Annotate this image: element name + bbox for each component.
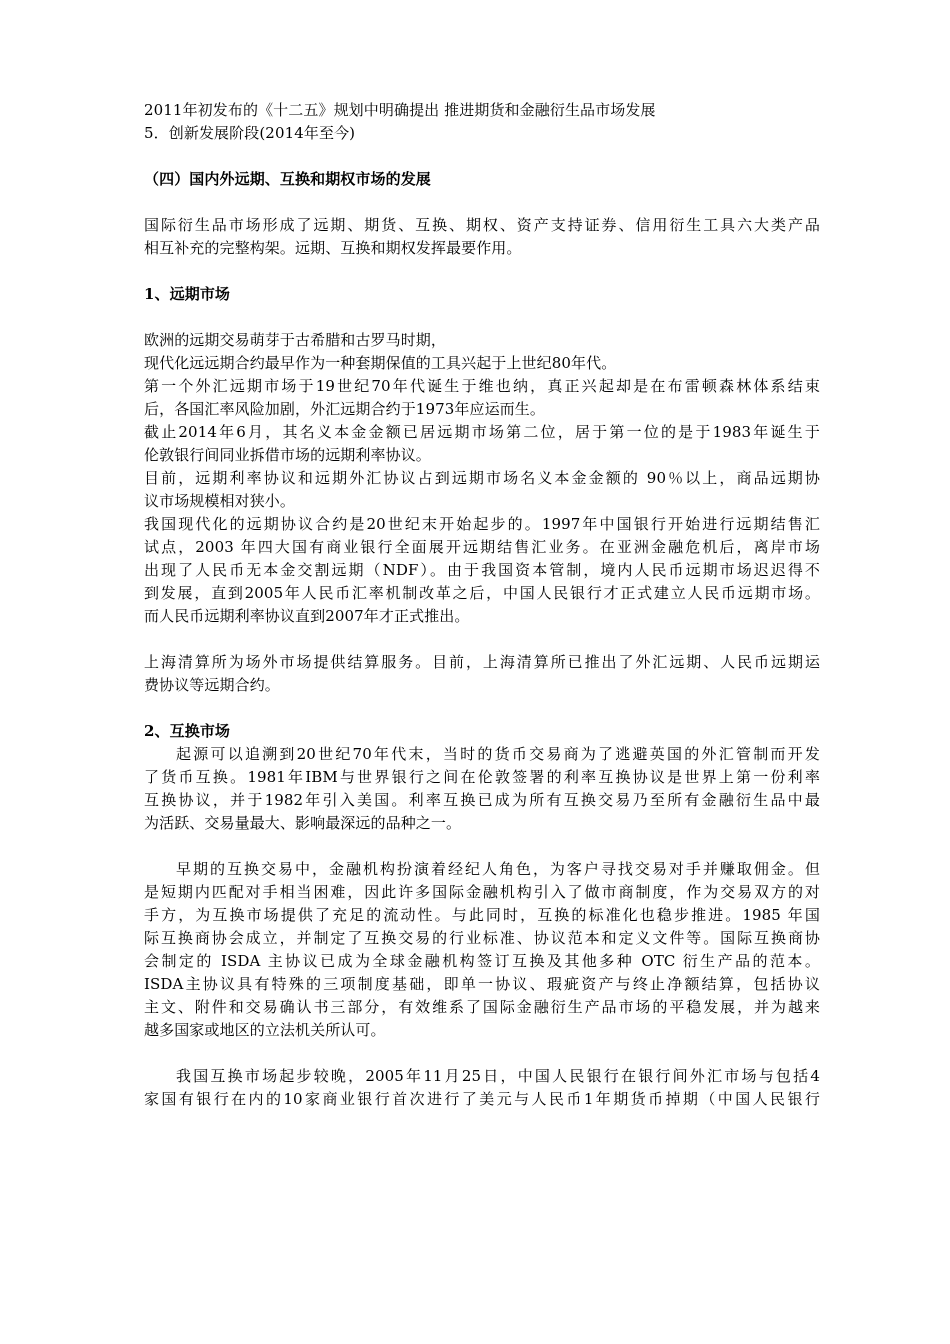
- text-line: 相互补充的完整构架。远期、互换和期权发挥最要作用。: [144, 239, 522, 257]
- text-line: 后，各国汇率风险加剧，外汇远期合约于1973年应运而生。: [144, 400, 545, 418]
- text-line: 费协议等远期合约。: [144, 676, 280, 694]
- text-line: 越多国家或地区的立法机关所认可。: [144, 1021, 386, 1039]
- paragraph-gap: [144, 628, 820, 651]
- text-line: 互换协议，并于1982年引入美国。利率互换已成为所有互换交易乃至所有金融衍生品中最: [144, 791, 820, 809]
- text-line: ISDA主协议具有特殊的三项制度基础，即单一协议、瑕疵资产与终止净额结算，包括协议: [144, 975, 820, 993]
- paragraph-gap: [144, 697, 820, 720]
- text-line: 出现了人民币无本金交割远期（NDF）。由于我国资本管制，境内人民币远期市场迟迟得不: [144, 561, 820, 579]
- paragraph-first-line: 起源可以追溯到20世纪70年代末，当时的货币交易商为了逃避英国的外汇管制而开发: [176, 745, 820, 763]
- text-line: 第一个外汇远期市场于19世纪70年代诞生于维也纳，真正兴起却是在布雷顿森林体系结束: [144, 377, 820, 395]
- text-line: 伦敦银行间同业拆借市场的远期利率协议。: [144, 446, 431, 464]
- text-line: 际互换商协会成立，并制定了互换交易的行业标准、协议范本和定义文件等。国际互换商协: [144, 929, 820, 947]
- text-line: 议市场规模相对狭小。: [144, 492, 296, 510]
- text-line: 试点，2003 年四大国有商业银行全面展开远期结售汇业务。在亚洲金融危机后，离岸市场: [144, 538, 820, 556]
- paragraph-gap: [144, 260, 820, 283]
- section-heading: 2、互换市场: [144, 722, 231, 740]
- text-line: 家国有银行在内的10家商业银行首次进行了美元与人民币1年期货币掉期（中国人民银行: [144, 1090, 820, 1108]
- text-line: 现代化远远期合约最早作为一种套期保值的工具兴起于上世纪80年代。: [144, 354, 617, 372]
- paragraph-gap: [144, 145, 820, 168]
- text-line: 截止2014年6月，其名义本金金额已居远期市场第二位，居于第一位的是于1983年诞生于: [144, 423, 820, 441]
- text-line: 上海清算所为场外市场提供结算服务。目前，上海清算所已推出了外汇远期、人民币远期运: [144, 653, 820, 671]
- section-heading: （四）国内外远期、互换和期权市场的发展: [144, 170, 431, 188]
- text-line: 2011年初发布的《十二五》规划中明确提出 推进期货和金融衍生品市场发展: [144, 101, 656, 119]
- text-line: 了货币互换。1981年IBM与世界银行之间在伦敦签署的利率互换协议是世界上第一份利率: [144, 768, 820, 786]
- text-line: 我国现代化的远期协议合约是20世纪末开始起步的。1997年中国银行开始进行远期结售汇: [144, 515, 820, 533]
- paragraph-gap: [144, 191, 820, 214]
- paragraph-gap: [144, 835, 820, 858]
- paragraph-first-line: 早期的互换交易中，金融机构扮演着经纪人角色，为客户寻找交易对手并赚取佣金。但: [176, 860, 820, 878]
- paragraph-gap: [144, 306, 820, 329]
- text-line: 目前，远期利率协议和远期外汇协议占到远期市场名义本金金额的 90％以上，商品远期协: [144, 469, 820, 487]
- text-line: 主文、附件和交易确认书三部分，有效维系了国际金融衍生产品市场的平稳发展，并为越来: [144, 998, 820, 1016]
- text-line: 5．创新发展阶段(2014年至今): [144, 124, 356, 142]
- text-line: 到发展，直到2005年人民币汇率机制改革之后，中国人民银行才正式建立人民币远期市场。: [144, 584, 820, 602]
- paragraph-first-line: 我国互换市场起步较晚，2005年11月25日，中国人民银行在银行间外汇市场与包括4: [176, 1067, 820, 1085]
- text-line: 是短期内匹配对手相当困难，因此许多国际金融机构引入了做市商制度，作为交易双方的对: [144, 883, 820, 901]
- text-line: 为活跃、交易量最大、影响最深远的品种之一。: [144, 814, 462, 832]
- section-heading: 1、远期市场: [144, 285, 231, 303]
- paragraph-gap: [144, 1042, 820, 1065]
- text-line: 而人民币远期利率协议直到2007年才正式推出。: [144, 607, 470, 625]
- text-line: 会制定的 ISDA 主协议已成为全球金融机构签订互换及其他多种 OTC 衍生产品的范本。: [144, 952, 820, 970]
- text-line: 欧洲的远期交易萌芽于古希腊和古罗马时期，: [144, 331, 447, 349]
- text-line: 国际衍生品市场形成了远期、期货、互换、期权、资产支持证券、信用衍生工具六大类产品: [144, 216, 820, 234]
- text-line: 手方，为互换市场提供了充足的流动性。与此同时，互换的标准化也稳步推进。1985 年国: [144, 906, 820, 924]
